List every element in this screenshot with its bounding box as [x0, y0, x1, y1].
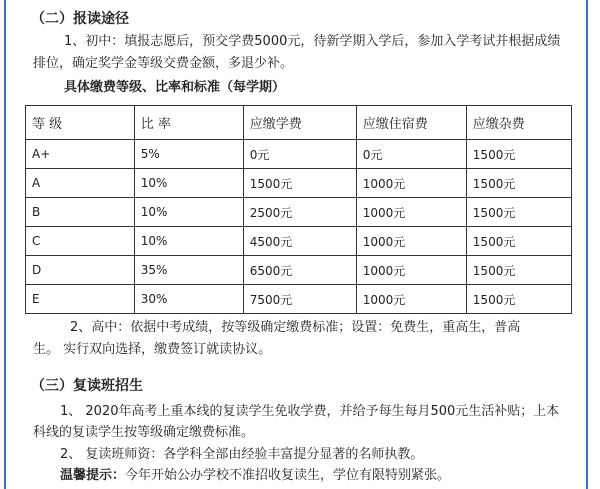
cell-ratio: 5%: [134, 140, 243, 169]
fee-table: [25, 105, 572, 314]
item-1-line-2: 科线的复读学生按等级确定缴费标准。: [33, 425, 255, 440]
cell-ratio: 30%: [134, 285, 243, 314]
para-2-line-2: 生。 实行双向选择，缴费签订就读协议。: [33, 342, 272, 357]
para-1-line-1: 1、初中：填报志愿后，预交学费5000元，待新学期入学后，参加入学考试并根据成绩: [64, 34, 561, 49]
cell-level: E: [26, 285, 135, 314]
cell-tuition: 1500元: [243, 169, 356, 198]
cell-ratio: 10%: [134, 169, 243, 198]
cell-misc: 1500元: [466, 256, 571, 285]
cell-accommodation: 0元: [356, 140, 466, 169]
section-2-title: （二）报读途径: [31, 11, 129, 27]
table-row: [26, 140, 572, 169]
table-row: [26, 285, 572, 314]
cell-ratio: 10%: [134, 227, 243, 256]
table-row: [26, 227, 572, 256]
cell-accommodation: 1000元: [356, 285, 466, 314]
header-level: 等 级: [26, 106, 135, 140]
item-2: 2、 复读班师资：各学科全部由经验丰富提分显著的名师执教。: [60, 447, 424, 462]
cell-level: A+: [26, 140, 135, 169]
header-ratio: 比 率: [134, 106, 243, 140]
cell-misc: 1500元: [466, 169, 571, 198]
cell-accommodation: 1000元: [356, 169, 466, 198]
cell-ratio: 35%: [134, 256, 243, 285]
cell-tuition: 2500元: [243, 198, 356, 227]
cell-level: D: [26, 256, 135, 285]
para-2-line-1: 2、高中：依据中考成绩，按等级确定缴费标准；设置：免费生，重高生，普高: [70, 320, 521, 335]
header-tuition: 应缴学费: [243, 106, 356, 140]
cell-accommodation: 1000元: [356, 256, 466, 285]
header-misc: 应缴杂费: [466, 106, 571, 140]
cell-ratio: 10%: [134, 198, 243, 227]
header-accommodation: 应缴住宿费: [356, 106, 466, 140]
cell-level: A: [26, 169, 135, 198]
cell-misc: 1500元: [466, 227, 571, 256]
cell-accommodation: 1000元: [356, 227, 466, 256]
tip-text: 今年开始公办学校不准招收复读生，学位有限特别紧张。: [125, 468, 451, 483]
cell-tuition: 6500元: [243, 256, 356, 285]
cell-level: B: [26, 198, 135, 227]
table-row: [26, 256, 572, 285]
cell-level: C: [26, 227, 135, 256]
cell-misc: 1500元: [466, 198, 571, 227]
table-caption: 具体缴费等级、比率和标准（每学期）: [64, 80, 286, 95]
tip-line: [60, 467, 450, 484]
para-1-line-2: 排位，确定奖学金等级交费金额，多退少补。: [33, 56, 294, 71]
cell-tuition: 7500元: [243, 285, 356, 314]
cell-misc: 1500元: [466, 140, 571, 169]
cell-accommodation: 1000元: [356, 198, 466, 227]
tip-label: 温馨提示：: [60, 468, 126, 483]
cell-tuition: 0元: [243, 140, 356, 169]
table-header-row: [26, 106, 572, 140]
item-1-line-1: 1、 2020年高考上重本线的复读学生免收学费，并给予每生每月500元生活补贴；上本: [60, 404, 560, 419]
table-row: [26, 198, 572, 227]
cell-misc: 1500元: [466, 285, 571, 314]
cell-tuition: 4500元: [243, 227, 356, 256]
section-3-title: （三）复读班招生: [31, 378, 143, 394]
table-row: [26, 169, 572, 198]
